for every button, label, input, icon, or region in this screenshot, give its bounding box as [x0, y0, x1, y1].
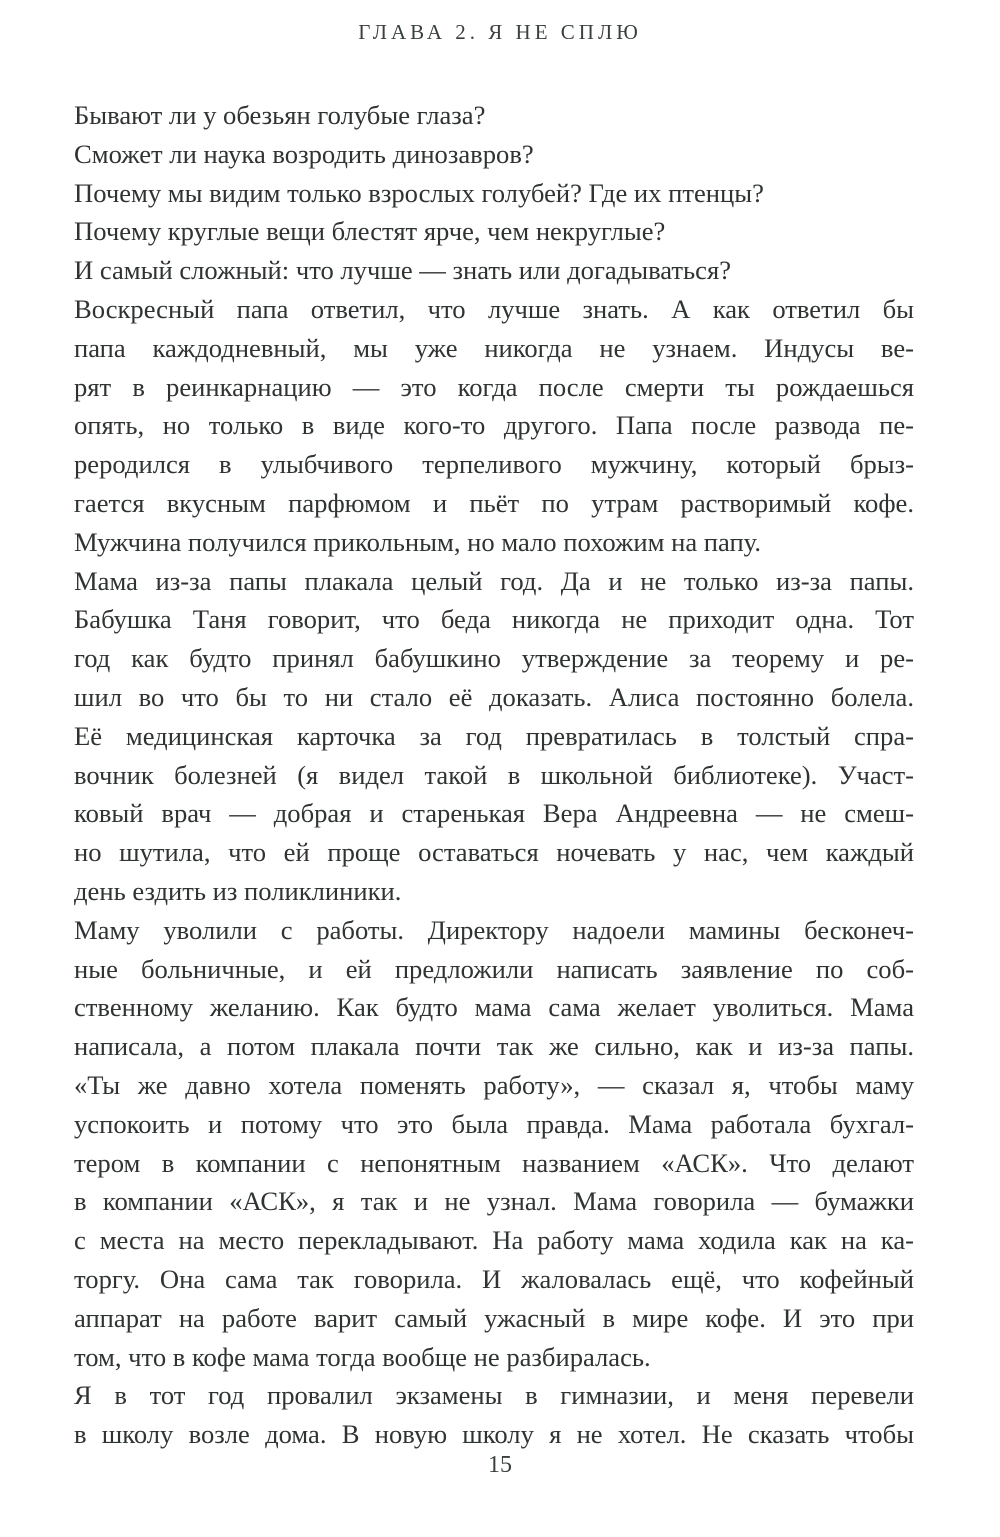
text-line: торгу. Она сама так говорила. И жаловалась ещё, что кофейный — [74, 1263, 914, 1294]
text-line: день ездить из поликлиники. — [74, 875, 402, 906]
question-line: Почему круглые вещи блестят ярче, чем некруглые? — [74, 216, 666, 247]
text-line: Воскресный папа ответил, что лучше знать. А как ответил бы — [74, 293, 914, 324]
text-line: Маму уволили с работы. Директору надоели мамины бесконеч- — [74, 914, 914, 945]
text-line: Мужчина получился прикольным, но мало похожим на папу. — [74, 526, 761, 557]
text-line: опять, но только в виде кого-то другого. Папа после развода пе- — [74, 410, 914, 441]
running-head: ГЛАВА 2. Я НЕ СПЛЮ — [358, 20, 642, 44]
text-line: аппарат на работе варит самый ужасный в мире кофе. И это при — [74, 1302, 914, 1333]
text-line: ковый врач — добрая и старенькая Вера Андреевна — не смеш- — [74, 798, 914, 829]
text-line: но шутила, что ей проще оставаться ночевать у нас, чем каждый — [74, 837, 914, 868]
text-line: вочник болезней (я видел такой в школьной библиотеке). Участ- — [74, 759, 914, 790]
question-line: Почему мы видим только взрослых голубей? Где их птенцы? — [74, 177, 764, 208]
text-line: рят в реинкарнацию — это когда после смерти ты рождаешься — [74, 371, 914, 402]
question-line: Сможет ли наука возродить динозавров? — [74, 138, 534, 169]
text-line: в школу возле дома. В новую школу я не хотел. Не сказать чтобы — [74, 1419, 914, 1450]
text-line: Мама из-за папы плакала целый год. Да и не только из-за папы. — [74, 565, 914, 596]
text-line: ственному желанию. Как будто мама сама желает уволиться. Мама — [74, 992, 914, 1023]
text-line: ные больничные, и ей предложили написать заявление по соб- — [74, 953, 914, 984]
text-line: написала, а потом плакала почти так же сильно, как и из-за папы. — [74, 1031, 914, 1062]
text-line: Её медицинская карточка за год превратилась в толстый спра- — [74, 720, 914, 751]
paragraph-mama-job — [46, 911, 914, 1377]
paragraph-papa — [46, 290, 914, 562]
text-line: с места на место перекладывают. На работу мама ходила как на ка- — [74, 1225, 914, 1256]
text-line: «Ты же давно хотела поменять работу», — сказал я, чтобы маму — [74, 1069, 914, 1100]
body-text — [46, 96, 914, 1454]
paragraph-school — [46, 1376, 914, 1454]
question-line: Бывают ли у обезьян голубые глаза? — [74, 100, 486, 130]
text-line: шил во что бы то ни стало её доказать. Алиса постоянно болела. — [74, 681, 914, 712]
text-line: Я в тот год провалил экзамены в гимназии, и меня перевели — [74, 1380, 914, 1411]
question-line: И самый сложный: что лучше — знать или догадываться? — [74, 255, 732, 286]
text-line: том, что в кофе мама тогда вообще не разбиралась. — [74, 1341, 651, 1372]
text-line: в компании «АСК», я так и не узнал. Мама говорила — бумажки — [74, 1186, 914, 1217]
text-line: Бабушка Таня говорит, что беда никогда не приходит одна. Тот — [74, 604, 914, 635]
text-line: папа каждодневный, мы уже никогда не узнаем. Индусы ве- — [74, 332, 914, 363]
text-line: реродился в улыбчивого терпеливого мужчину, который брыз- — [74, 449, 914, 480]
text-line: год как будто принял бабушкино утверждение за теорему и ре- — [74, 643, 914, 674]
text-line: гается вкусным парфюмом и пьёт по утрам растворимый кофе. — [74, 487, 914, 518]
page-number: 15 — [488, 1452, 512, 1478]
text-line: успокоить и потому что это была правда. Мама работала бухгал- — [74, 1108, 914, 1139]
text-line: тером в компании с непонятным названием «АСК». Что делают — [74, 1147, 914, 1178]
paragraph-mama-year — [46, 562, 914, 911]
